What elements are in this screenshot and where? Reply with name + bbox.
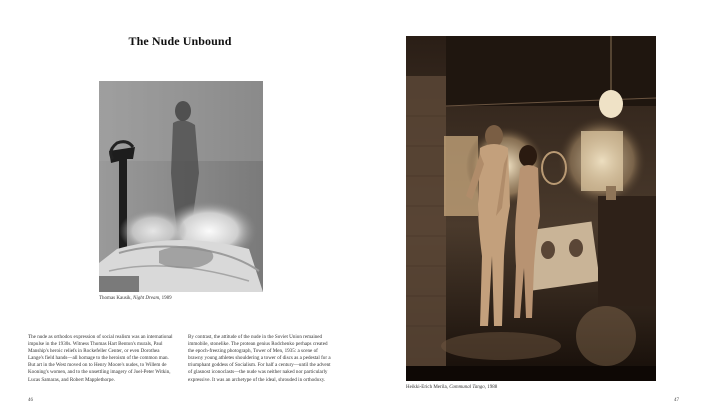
left-caption-author: Thomas Kausik, [99,296,132,301]
right-photo-caption [406,385,606,390]
communal-tango-photo [406,36,656,381]
body-text-col2: By contrast, the attitude of the nude in the Soviet Union remained immobile, stonelike. The protean genius Rodchenko perhaps created the epoch-freezing photograph, Tower of Men, 1935: a scene of brawny young athletes shouldering a tower of discs as a pedestal for a triumphant goddess of Socialism. For half a century—until the advent of glasnost iconoclasts—the nude was neither naked nor particularly expressive. It was an archetype of the ideal, shrouded in orthodoxy. [188,334,331,383]
right-caption-work: Communal Tango, [449,385,486,390]
left-caption-year: 1989 [161,296,172,301]
page-number-right: 47 [674,398,679,403]
right-caption-year: 1988 [487,385,498,390]
page-title: The Nude Unbound [128,34,232,48]
night-dream-photo [99,81,263,292]
night-dream-image [99,81,263,292]
communal-tango-image [406,36,656,381]
body-column-2 [188,334,333,384]
left-caption-work: Night Dream, [133,296,161,301]
right-caption-author: Heikki-Erich Merila, [406,385,448,390]
body-column-1 [28,334,173,384]
body-text-col1: The nude as orthodox expression of social realism was an international impulse in the 1930s. Witness Thomas Hart Benton's murals, Paul Manship's heroic reliefs in Rockefeller Center, or even Dorothea Lange's field hands—all homage to the heroism of the common man. But art in the West moved on to Henry Moore's nudes, to Willem de Kooning's women, and to the unsettling imagery of Joel-Peter Witkin, Lucas Samaras, and Robert Mapplethorpe. [28,334,173,383]
left-photo-caption [99,296,269,301]
page-number-left: 46 [28,398,33,403]
